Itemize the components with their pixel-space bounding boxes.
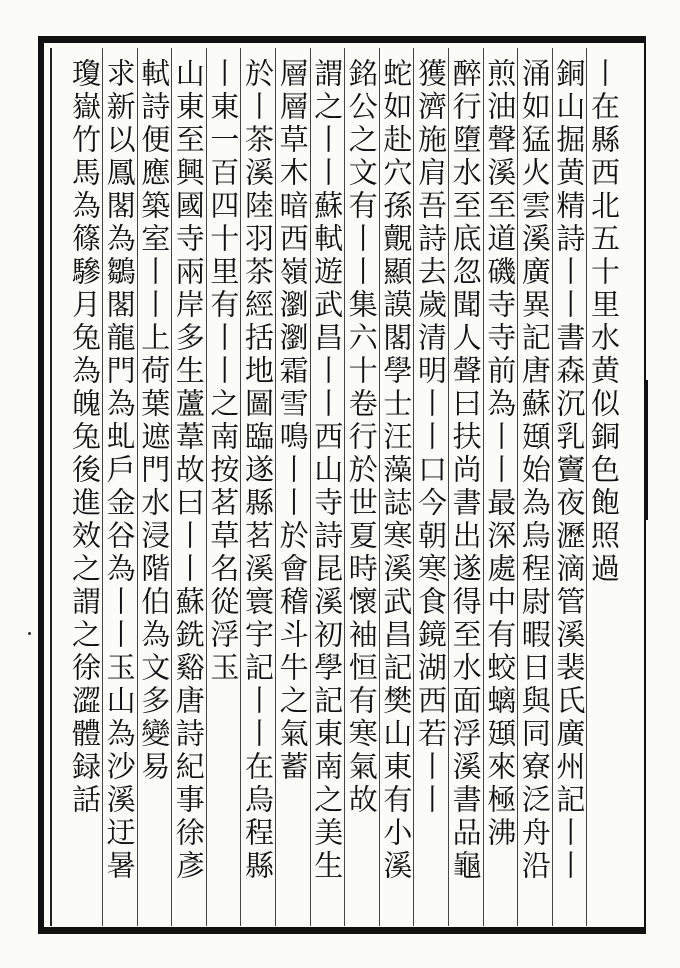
column-rule — [137, 48, 138, 926]
column-rule — [102, 48, 103, 926]
column-rule — [586, 48, 587, 926]
column-rule — [552, 48, 553, 926]
text-column: 蛇如赴穴孫覿顯謨閣學士汪藻誌寒溪武昌記樊山東有小溪 — [379, 58, 414, 883]
text-column: 銅山掘黄精詩丨丨書森沉乳竇夜瀝滴管溪裴氏廣州記丨丨 — [552, 58, 587, 883]
column-rule — [517, 48, 518, 926]
column-rule — [344, 48, 345, 926]
text-column: 銘公之文有丨丨集六十卷行於世夏時懷袖恒有寒氣故 — [344, 58, 379, 817]
text-column: 謂之丨丨蘇軾遊武昌丨丨西山寺詩昆溪初學記東南之美生 — [310, 58, 345, 883]
text-column: 山東至興國寺兩岸多生蘆葦故曰丨丨蘇銑谿唐詩紀事徐彥 — [171, 58, 206, 883]
text-column: 涌如猛火雲溪廣異記唐蘇頲始為烏程尉暇日與同寮泛舟沿 — [517, 58, 552, 883]
text-column: 煎油聲溪至道磯寺寺前為丨丨最深處中有蛟螭頲來極沸 — [483, 58, 518, 850]
column-rule — [171, 48, 172, 926]
text-column: 於丨茶溪陸羽茶經括地圖臨遂縣茗溪寰宇記丨丨在烏程縣 — [241, 58, 275, 883]
column-rule — [310, 48, 311, 926]
text-column: 軾詩便應築室丨丨上荷葉遮門水浸階伯為文多變易 — [137, 58, 172, 784]
text-column: 丨在縣西北五十里水黄似銅色飽照過 — [587, 58, 621, 586]
text-column: 丨東一百四十里有丨丨之南按茗草名從浮玉 — [206, 58, 241, 685]
binding-edge-mark — [645, 380, 658, 520]
text-column: 醉行墮水至底忽聞人聲曰扶尚書出遂得至水面浮溪書品龜 — [448, 58, 483, 883]
column-rule — [240, 48, 241, 926]
column-rule — [206, 48, 207, 926]
column-rule — [448, 48, 449, 926]
text-column: 獲濟施肩吾詩去歲清明丨丨口今朝寒食鏡湖西若丨丨 — [414, 58, 448, 817]
text-column: 層層草木暗西嶺瀏瀏霜雪鳴丨丨於會稽斗牛之氣蓄 — [275, 58, 310, 784]
column-rule — [379, 48, 380, 926]
column-rule — [413, 48, 414, 926]
column-rule — [275, 48, 276, 926]
ink-speck — [28, 632, 31, 635]
text-column: 求新以鳳閣為鶵閣龍門為虬戶金谷為丨丨玉山為沙溪迂暑 — [102, 58, 137, 883]
column-rule — [483, 48, 484, 926]
text-column: 瓊嶽竹馬為篠驂月兔為魄兔後進效之謂之徐澀體録話 — [68, 58, 102, 817]
